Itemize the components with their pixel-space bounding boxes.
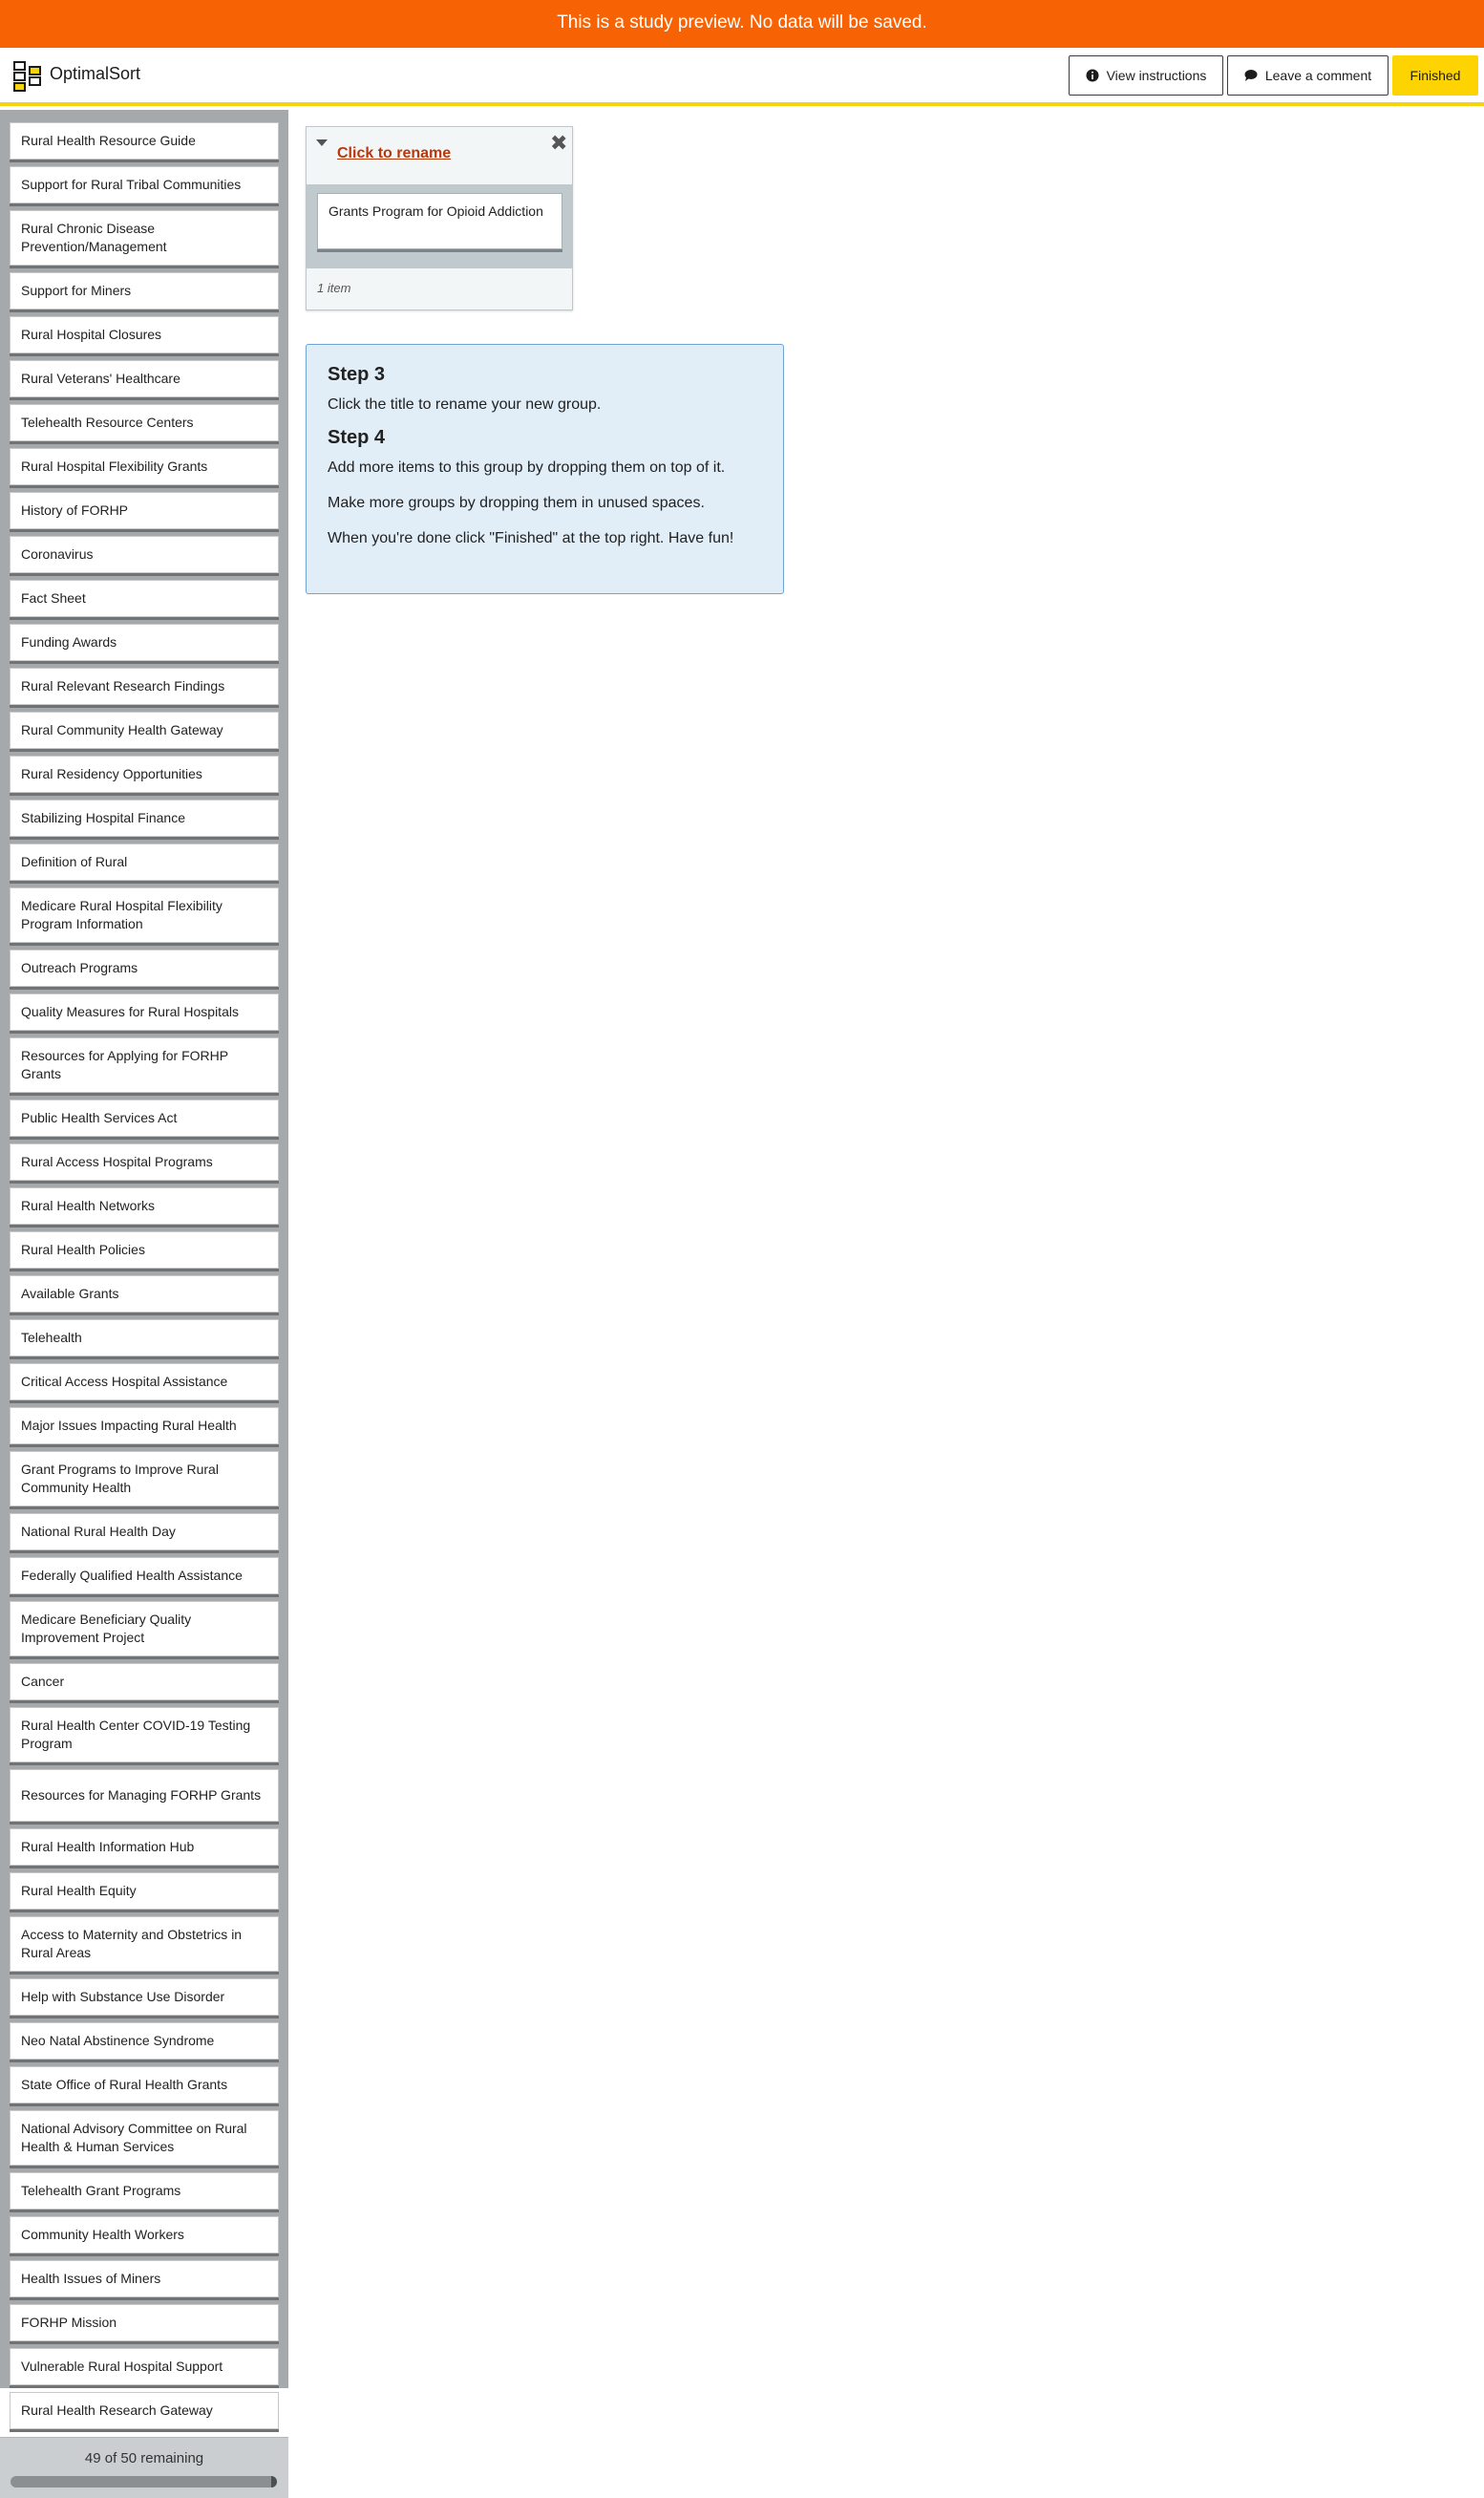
- optimalsort-logo-icon: [13, 61, 42, 92]
- card-item[interactable]: Medicare Rural Hospital Flexibility Program Information: [10, 887, 279, 943]
- sidebar-footer: [0, 2437, 288, 2498]
- card-item[interactable]: Neo Natal Abstinence Syndrome: [10, 2022, 279, 2060]
- card-item[interactable]: Support for Miners: [10, 272, 279, 310]
- group-drop-zone[interactable]: [307, 184, 572, 268]
- card-item[interactable]: Fact Sheet: [10, 580, 279, 617]
- step3-title: Step 3: [328, 364, 386, 385]
- step3-text: Click the title to rename your new group.: [328, 396, 602, 413]
- card-item[interactable]: Rural Access Hospital Programs: [10, 1143, 279, 1181]
- preview-banner: [0, 0, 1484, 48]
- card-item[interactable]: Vulnerable Rural Hospital Support: [10, 2348, 279, 2385]
- card-item[interactable]: Help with Substance Use Disorder: [10, 1978, 279, 2016]
- card-item[interactable]: Federally Qualified Health Assistance: [10, 1557, 279, 1594]
- step4-line1: Add more items to this group by dropping them on top of it.: [328, 459, 726, 476]
- card-item[interactable]: Coronavirus: [10, 536, 279, 573]
- card-item[interactable]: Cancer: [10, 1663, 279, 1700]
- info-icon: [1086, 69, 1099, 82]
- card-item[interactable]: Rural Hospital Closures: [10, 316, 279, 353]
- card-item[interactable]: Rural Health Equity: [10, 1872, 279, 1910]
- card-item[interactable]: Resources for Managing FORHP Grants: [10, 1769, 279, 1822]
- card-item[interactable]: Rural Health Policies: [10, 1231, 279, 1269]
- group-box[interactable]: [306, 126, 573, 310]
- group-item-count: 1 item: [317, 281, 351, 295]
- header: [0, 48, 1484, 106]
- card-item[interactable]: Community Health Workers: [10, 2216, 279, 2253]
- view-instructions-label: View instructions: [1106, 68, 1207, 83]
- close-icon[interactable]: ✖: [550, 131, 568, 155]
- card-item[interactable]: Resources for Applying for FORHP Grants: [10, 1037, 279, 1093]
- card-item[interactable]: Rural Health Center COVID-19 Testing Program: [10, 1707, 279, 1762]
- preview-banner-text: This is a study preview. No data will be saved.: [557, 12, 927, 32]
- card-list: [10, 122, 279, 2436]
- card-item[interactable]: Rural Community Health Gateway: [10, 712, 279, 749]
- step4-title: Step 4: [328, 427, 386, 448]
- card-item[interactable]: Rural Hospital Flexibility Grants: [10, 448, 279, 485]
- card-item[interactable]: National Advisory Committee on Rural Health & Human Services: [10, 2110, 279, 2166]
- card-item[interactable]: Health Issues of Miners: [10, 2260, 279, 2297]
- card-item[interactable]: Rural Health Research Gateway: [10, 2392, 279, 2429]
- card-item[interactable]: Access to Maternity and Obstetrics in Rural Areas: [10, 1916, 279, 1972]
- card-item[interactable]: Funding Awards: [10, 624, 279, 661]
- card-item[interactable]: Rural Residency Opportunities: [10, 756, 279, 793]
- card-item[interactable]: Rural Chronic Disease Prevention/Management: [10, 210, 279, 266]
- card-item[interactable]: Outreach Programs: [10, 950, 279, 987]
- card-sidebar[interactable]: [0, 110, 288, 2466]
- card-item[interactable]: Quality Measures for Rural Hospitals: [10, 993, 279, 1031]
- step4-line3: When you're done click "Finished" at the top right. Have fun!: [328, 530, 734, 546]
- card-item[interactable]: National Rural Health Day: [10, 1513, 279, 1550]
- finished-button[interactable]: [1392, 55, 1478, 96]
- card-item[interactable]: Telehealth: [10, 1319, 279, 1356]
- card-item[interactable]: Rural Health Resource Guide: [10, 122, 279, 160]
- card-item[interactable]: Major Issues Impacting Rural Health: [10, 1407, 279, 1444]
- instructions-tip: [306, 344, 784, 594]
- card-item[interactable]: Rural Veterans' Healthcare: [10, 360, 279, 397]
- card-item[interactable]: Rural Health Networks: [10, 1187, 279, 1225]
- group-title[interactable]: Click to rename: [337, 145, 452, 161]
- comment-icon: [1244, 69, 1258, 82]
- card-item[interactable]: History of FORHP: [10, 492, 279, 529]
- card-item[interactable]: Medicare Beneficiary Quality Improvement Project: [10, 1601, 279, 1656]
- group-card[interactable]: Grants Program for Opioid Addiction: [317, 193, 562, 249]
- card-item[interactable]: Rural Relevant Research Findings: [10, 668, 279, 705]
- card-item[interactable]: Telehealth Grant Programs: [10, 2172, 279, 2210]
- app-name: OptimalSort: [50, 64, 141, 83]
- leave-comment-button[interactable]: [1227, 55, 1389, 96]
- finished-label: Finished: [1410, 68, 1461, 83]
- progress-fill: [271, 2476, 277, 2487]
- card-item[interactable]: State Office of Rural Health Grants: [10, 2066, 279, 2103]
- card-item[interactable]: Rural Health Information Hub: [10, 1828, 279, 1866]
- card-item[interactable]: Definition of Rural: [10, 843, 279, 881]
- card-item[interactable]: Support for Rural Tribal Communities: [10, 166, 279, 203]
- remaining-count: 49 of 50 remaining: [84, 2450, 204, 2466]
- card-item[interactable]: Grant Programs to Improve Rural Community Health: [10, 1451, 279, 1506]
- card-item[interactable]: Available Grants: [10, 1275, 279, 1313]
- card-item[interactable]: Stabilizing Hospital Finance: [10, 800, 279, 837]
- collapse-arrow-icon[interactable]: [315, 139, 329, 148]
- view-instructions-button[interactable]: [1069, 55, 1223, 96]
- progress-bar: [11, 2476, 277, 2487]
- card-item[interactable]: Critical Access Hospital Assistance: [10, 1363, 279, 1400]
- step4-line2: Make more groups by dropping them in unused spaces.: [328, 495, 705, 511]
- card-item[interactable]: Public Health Services Act: [10, 1100, 279, 1137]
- card-item[interactable]: Telehealth Resource Centers: [10, 404, 279, 441]
- card-item[interactable]: FORHP Mission: [10, 2304, 279, 2341]
- leave-comment-label: Leave a comment: [1264, 68, 1372, 83]
